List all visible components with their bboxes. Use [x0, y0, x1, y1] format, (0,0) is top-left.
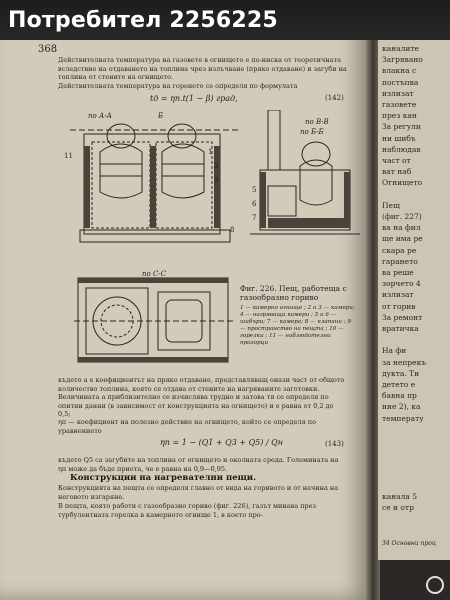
right-page-line: температу: [382, 413, 424, 423]
right-page-line: газовете: [382, 100, 417, 109]
right-book-page: [378, 0, 450, 560]
seller-title: Потребител 2256225: [8, 7, 278, 33]
right-page-line: се и отр: [382, 503, 414, 513]
formula-142: tд = ηп.t(1 − β) град,: [150, 94, 238, 103]
formula-143-number: (143): [325, 440, 344, 448]
right-page-line: за непрекъ: [382, 357, 427, 367]
paragraph-6: Конструкцията на пещта се определя главно от вида на горивото и от начина на неговото изгаряне.: [58, 484, 339, 501]
right-page-line: За ремонт: [382, 312, 423, 322]
fig-label-d: по Б-Б: [300, 128, 324, 136]
fig-label-1: 1: [208, 148, 213, 156]
fig-label-2: 2: [214, 162, 219, 170]
right-page-line: бавна пр: [382, 391, 417, 401]
seller-banner: [0, 0, 450, 40]
formula-142-number: (142): [325, 94, 344, 102]
fig-label-11: 11: [64, 152, 73, 160]
right-page-line: постъпва: [382, 77, 419, 87]
fig-label-8: 8: [230, 226, 235, 234]
right-page-line: канала 5: [382, 492, 418, 501]
figure-caption-title: Фиг. 226. Пещ, работеща с газообразно гориво: [240, 284, 347, 302]
right-page-line: влакна с: [382, 66, 417, 76]
right-page-line: зорчето 4: [382, 279, 421, 289]
right-page-line: излизат: [382, 290, 414, 300]
right-page-line: ва реше: [382, 268, 414, 277]
right-page-footer: 34 Основни проц: [382, 540, 437, 547]
right-page-line: наблюдав: [382, 144, 421, 154]
right-page-line: дукта. Ти: [382, 368, 420, 378]
formula-143: ηп = 1 − (Q1 + Q3 + Q5) / Qн: [160, 438, 283, 447]
right-page-line: ние 2), ка: [382, 402, 421, 412]
right-page-line: ва на фил: [382, 223, 421, 233]
right-page-line: Загрявано: [382, 55, 423, 65]
paragraph-1: Действителната температура на газовете в огнището е по-ниска от теоретичната вследствие на отдаването на топлина чрез излъчване (пряко отдаване) и загуби на топлина от стените на огнището.: [58, 56, 347, 81]
right-page-line: каналите: [382, 44, 419, 53]
fig-label-3: 3: [214, 176, 219, 184]
right-page-line: ни шибъ: [382, 133, 416, 143]
right-page-line: ще има ре: [382, 234, 423, 244]
paragraph-3: където а е коефициентът на пряко отдаване, представляващ онази част от общото количество топлина, която се отдава от стените на нагряваните заготовки. Величината а приблизително се изчислява трудно и затова тя се определя по опитни данни (в зависимост от конструкцията на огнището) и е равна от 0,2 до 0,5;: [58, 376, 345, 418]
right-page-line: от горив: [382, 301, 416, 311]
bazar-logo-icon: [426, 576, 444, 594]
paragraph-7: В пещта, която работи с газообразно гориво (фиг. 226), газът минава през турбулентната горелка в камерното огнище 1, в което про-: [58, 502, 317, 519]
fig-label-c: по В-В: [305, 118, 329, 126]
right-page-line: скара ре: [382, 245, 417, 255]
figure-caption-body: 1 — камерно огнище ; 2 и 3 — камери; 4 — нагряващи камери ; 5 и 6 — шибъри; 7 — камера; 8 — клапани ; 9 — пространство на пещта ; 10 — горелки ; 11 — наблюдателни прозорци: [240, 305, 355, 346]
section-heading: Конструкции на нагревателни пещи.: [70, 473, 257, 483]
right-page-line: детето е: [382, 380, 416, 389]
fig-label-6: 6: [252, 200, 257, 208]
paragraph-2: Действителната температура на горенето се определя по формулата: [58, 82, 298, 90]
paragraph-4: ηп — коефициент на полезно действие на огнището, който се определя по уравнението: [58, 418, 316, 435]
right-page-line: Огнището: [382, 178, 423, 188]
fig-label-5: 5: [252, 186, 257, 194]
corner-watermark-logo: [426, 576, 446, 594]
right-page-line: част от: [382, 156, 411, 165]
figure-226-plan-view: [74, 270, 234, 370]
right-page-line: На фи: [382, 346, 407, 356]
right-page-line: излизат: [382, 88, 414, 98]
fig-label-b: Б: [158, 112, 164, 120]
fig-label-7: 7: [252, 214, 257, 222]
right-page-line: през кан: [382, 111, 417, 121]
right-page-line: вратичка: [382, 324, 419, 333]
right-page-line: За регули: [382, 122, 421, 132]
fig-label-a: по А-А: [88, 112, 112, 120]
page-number-left: 368: [38, 44, 58, 55]
right-page-line: гарането: [382, 256, 418, 266]
paragraph-5: където Q5 са загубите на топлина от огнището и околната среда. Големината на ηп може да бъде приета, че е равна на 0,9—0,95.: [58, 456, 339, 473]
right-page-line: ват наб: [382, 167, 412, 177]
right-page-line: Пещ: [382, 200, 400, 210]
fig-label-e: по С-С: [142, 270, 167, 278]
right-page-line: (фиг. 227): [382, 212, 422, 221]
